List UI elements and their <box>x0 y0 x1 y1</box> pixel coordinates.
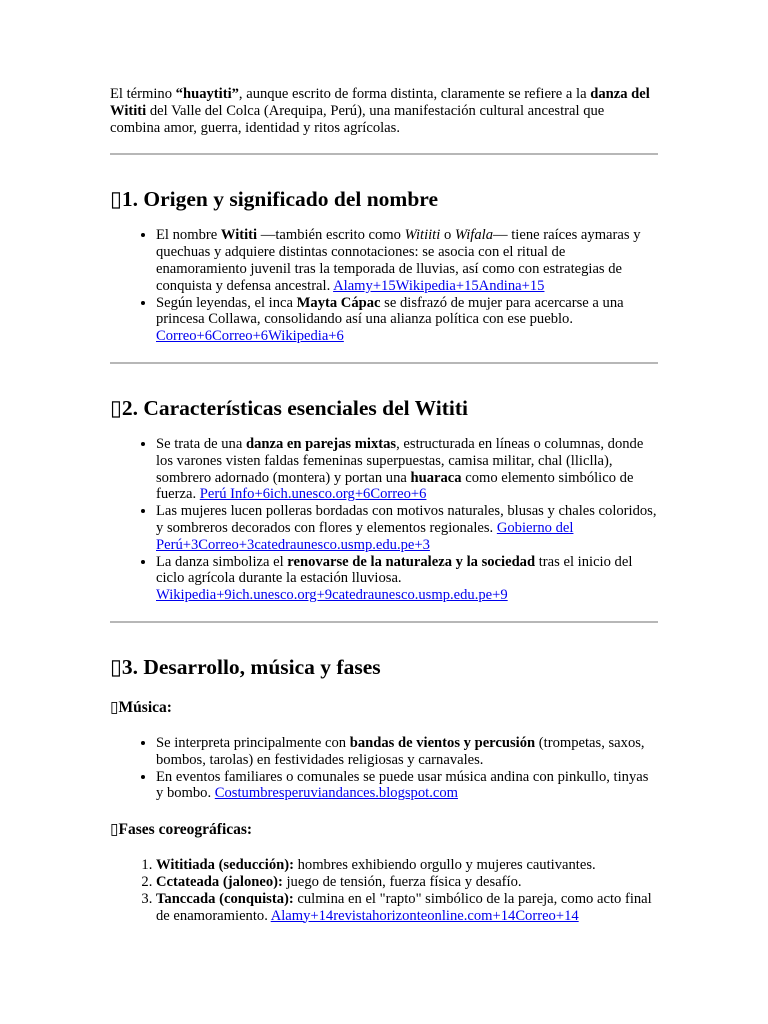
article-body <box>110 86 658 924</box>
source-link[interactable]: Costumbresperuviandances.blogspot.com <box>214 785 458 802</box>
source-link[interactable]: Alamy+15Wikipedia+15Andina+15 <box>333 277 545 294</box>
musica-list <box>110 735 658 802</box>
source-link[interactable]: Perú Info+6ich.unesco.org+6Correo+6 <box>199 486 427 503</box>
intro-text: , aunque escrito de forma distinta, claramente se refiere a la <box>238 86 591 102</box>
list-item: • En eventos familiares o comunales se puede usar música andina con pinkullo, tinyas y bombo. Costumbresperuviandances.blogspot.com <box>156 769 658 803</box>
source-link[interactable]: Wikipedia+9ich.unesco.org+9catedraunesco.usmp.edu.pe+9 <box>156 587 508 604</box>
list-item: 2. Cctateada (jaloneo): juego de tensión, fuerza física y desafío. <box>156 874 658 891</box>
intro-paragraph <box>110 86 658 136</box>
intro-text: El término <box>110 86 176 102</box>
source-link[interactable]: Alamy+14revistahorizonteonline.com+14Correo+14 <box>270 907 579 924</box>
emoji-placeholder-icon: ▯ <box>110 821 119 839</box>
list-item: • Se trata de una danza en parejas mixtas, estructurada en líneas o columnas, donde los varones visten faldas femeninas superpuestas, camisa militar, chal (lliclla), sombrero adornado (montera) y portan una huaraca como elemento simbólico de fuerza. Perú Info+6ich.unesco.org+6Correo+6 <box>156 436 658 503</box>
section-1-heading <box>110 186 658 212</box>
list-item: • La danza simboliza el renovarse de la naturaleza y la sociedad tras el inicio del ciclo agrícola durante la estación lluviosa. Wikipedia+9ich.unesco.org+9catedraunesco.usmp.edu.pe+9 <box>156 554 658 604</box>
list-item: • El nombre Wititi —también escrito como Witiiti o Wifala— tiene raíces aymaras y quechuas y adquiere distintas connotaciones: se asocia con el ritual de enamoramiento juvenil tras la temporada de lluvias, así como con estrategias de conquista y defensa ancestral. Alamy+15Wikipedia+15Andina+15 <box>156 227 658 294</box>
section-1-list <box>110 227 658 345</box>
intro-text: del Valle del Colca (Arequipa, Perú), una manifestación cultural ancestral que combina amor, guerra, identidad y ritos agrícolas. <box>110 102 605 136</box>
list-item: 1. Wititiada (seducción): hombres exhibiendo orgullo y mujeres cautivantes. <box>156 857 658 874</box>
emoji-placeholder-icon: ▯ <box>110 698 119 716</box>
list-item: 3. Tanccada (conquista): culmina en el "rapto" simbólico de la pareja, como acto final de enamoramiento. Alamy+14revistahorizonteonline.com+14Correo+14 <box>156 891 658 925</box>
section-1-title: 1. Origen y significado del nombre <box>121 187 438 212</box>
emoji-placeholder-icon: ▯ <box>110 654 122 679</box>
fases-list <box>110 857 658 924</box>
section-divider <box>110 153 658 155</box>
section-divider <box>110 621 658 623</box>
source-link[interactable]: Gobierno del Perú+3Correo+3catedraunesco.usmp.edu.pe+3 <box>156 519 574 553</box>
section-2-heading <box>110 395 658 421</box>
section-2-title: 2. Características esenciales del Wititi <box>121 395 468 420</box>
section-3-heading <box>110 654 658 680</box>
list-item: • Las mujeres lucen polleras bordadas con motivos naturales, blusas y chales coloridos, y sombreros decorados con flores y elementos regionales. Gobierno del Perú+3Correo+3catedraunesco.usmp.edu.pe+3 <box>156 503 658 553</box>
source-link[interactable]: Correo+6Correo+6Wikipedia+6 <box>156 328 344 345</box>
emoji-placeholder-icon: ▯ <box>110 187 122 212</box>
section-2-list <box>110 436 658 604</box>
section-3-title: 3. Desarrollo, música y fases <box>121 654 381 679</box>
musica-heading: ▯Música: <box>110 698 172 716</box>
emoji-placeholder-icon: ▯ <box>110 395 122 420</box>
list-item: • Se interpreta principalmente con bandas de vientos y percusión (trompetas, saxos, bombos, tarolas) en festividades religiosas y carnavales. <box>156 735 658 769</box>
intro-term: “huaytiti” <box>175 86 239 102</box>
intro-dance-name: danza del Wititi <box>110 86 650 119</box>
section-divider <box>110 362 658 364</box>
fases-heading: ▯Fases coreográficas: <box>110 821 253 839</box>
list-item: • Según leyendas, el inca Mayta Cápac se disfrazó de mujer para acercarse a una princesa Collawa, consolidando así una alianza política con ese pueblo. Correo+6Correo+6Wikipedia+6 <box>156 295 658 345</box>
